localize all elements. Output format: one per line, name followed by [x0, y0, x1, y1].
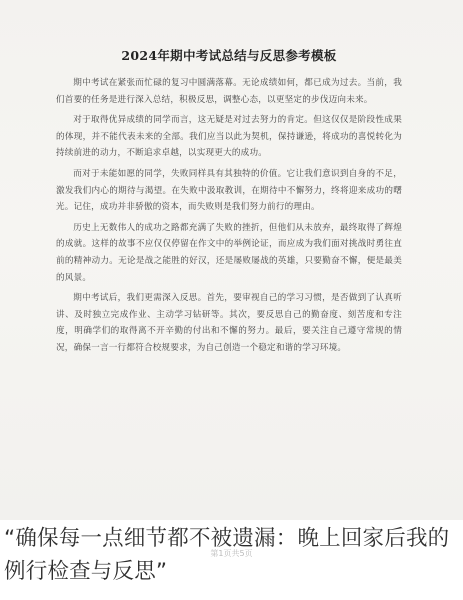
- document-body: [56, 46, 402, 361]
- paragraph-failure: 而对于未能如愿的同学，失败同样具有其独特的价值。它让我们意识到自身的不足，激发我们内心的期待与渴望。在失败中汲取教训，在期待中不懈努力，终将迎来成功的曙光。记住，成功并非骄傲的资本，而失败则是我们努力前行的理由。: [56, 168, 402, 213]
- paragraph-success: 对于取得优异成绩的同学而言，这无疑是对过去努力的肯定。但这仅仅是阶段性成果的体现，并不能代表未来的全部。我们应当以此为契机，保持谦逊，将成功的喜悦转化为持续前进的动力，不断追求卓越，以实现更大的成功。: [56, 115, 402, 159]
- document-title: 2024年期中考试总结与反思参考模板: [121, 48, 337, 63]
- paragraph-intro: 期中考试在紧张而忙碌的复习中圆满落幕。无论成绩如何，都已成为过去。当前，我们首要的任务是进行深入总结，积极反思，调整心态，以更坚定的步伐迈向未来。: [56, 78, 402, 105]
- page-number: 第1页共5页: [210, 549, 253, 558]
- paragraph-reflection: 期中考试后，我们更需深入反思。首先，要审视自己的学习习惯，是否做到了认真听讲、及时独立完成作业、主动学习钻研等。其次，要反思自己的勤奋度、刻苦度和专注度，明确学们的取得离不开辛勤的付出和不懈的努力。最后，要关注自己遵守常规的情况，确保一言一行都符合校规要求，为自己创造一个稳定和谐的学习环境。: [56, 293, 402, 353]
- paragraph-history: 历史上无数伟人的成功之路都充满了失败的挫折，但他们从未放弃，最终取得了辉煌的成就。这样的故事不应仅仅停留在作文中的举例论证，而应成为我们面对挑战时勇往直前的精神动力。无论是战之能胜的好汉，还是屡败屡战的英雄，只要勤奋不懈，便是最美的风景。: [56, 222, 402, 283]
- caption-text: “确保每一点细节都不被遗漏：晚上回家后我的例行检查与反思”: [4, 526, 450, 584]
